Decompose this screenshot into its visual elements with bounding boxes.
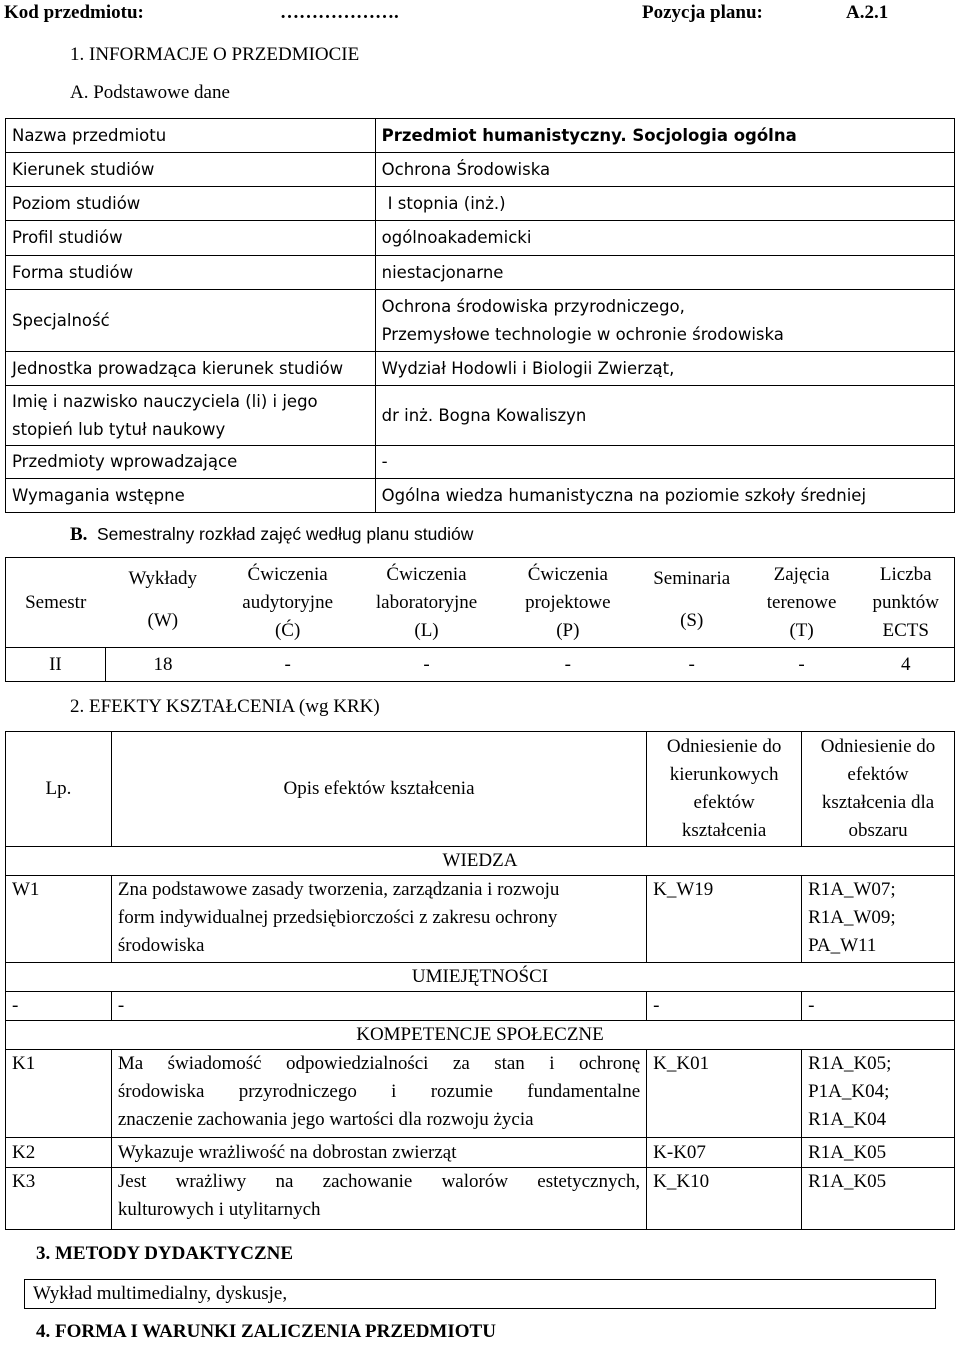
cell-w: 18 (105, 648, 220, 682)
header-lp: Lp. (6, 732, 112, 847)
row-value: Ochrona Środowiska (375, 153, 954, 187)
row-value: Ogólna wiedza humanistyczna na poziomie szkoły średniej (375, 479, 954, 513)
row-label: Przedmioty wprowadzające (6, 446, 376, 479)
row-label: Nazwa przedmiotu (6, 119, 376, 153)
row-value: I stopnia (inż.) (375, 187, 954, 221)
row-label: Wymagania wstępne (6, 479, 376, 513)
header-cw-laboratoryjne: Ćwiczenia laboratoryjne (L) (355, 558, 498, 648)
course-code-value: ………………. (280, 2, 399, 23)
header-opis: Opis efektów kształcenia (111, 732, 646, 847)
cell-c: - (220, 648, 355, 682)
cell-ects: 4 (858, 648, 955, 682)
wiedza-section-row (6, 847, 955, 876)
effect-obszar-ref: - (802, 992, 955, 1021)
wiedza-label: WIEDZA (6, 847, 955, 876)
effect-description: Ma świadomość odpowiedzialności za stan i ochronę środowiska przyrodniczego i rozumie fundamentalne znaczenie zachowania jego wartości dla rozwoju życia (111, 1050, 646, 1138)
row-value: niestacjonarne (375, 256, 954, 290)
row-label: Jednostka prowadząca kierunek studiów (6, 352, 376, 386)
semester-data-row (6, 648, 955, 682)
effect-obszar-ref: R1A_K05; P1A_K04; R1A_K04 (802, 1050, 955, 1138)
effect-kier-ref: - (647, 992, 802, 1021)
effect-lp: W1 (6, 876, 112, 963)
row-label: Specjalność (6, 290, 376, 352)
semester-header-row (6, 558, 955, 648)
table-row (6, 187, 955, 221)
effect-kier-ref: K_K01 (647, 1050, 802, 1138)
header-ects: Liczba punktów ECTS (858, 558, 955, 648)
effect-lp: K1 (6, 1050, 112, 1138)
effect-row-w1 (6, 876, 955, 963)
effects-table (5, 731, 955, 1230)
effect-obszar-ref: R1A_K05 (802, 1168, 955, 1230)
effect-description: Zna podstawowe zasady tworzenia, zarządzania i rozwoju form indywidualnej przedsiębiorczości z zakresu ochrony środowiska (111, 876, 646, 963)
effect-kier-ref: K_K10 (647, 1168, 802, 1230)
section-b-text: Semestralny rozkład zajęć według planu studiów (96, 524, 474, 544)
course-code-label: Kod przedmiotu: (4, 2, 144, 23)
effect-kier-ref: K-K07 (647, 1138, 802, 1168)
teaching-methods-box: Wykład multimedialny, dyskusje, (24, 1279, 936, 1309)
cell-l: - (355, 648, 498, 682)
table-row (6, 386, 955, 446)
effect-lp: K2 (6, 1138, 112, 1168)
row-value: - (375, 446, 954, 479)
effect-row-u (6, 992, 955, 1021)
plan-position-value: A.2.1 (846, 2, 889, 23)
table-row (6, 119, 955, 153)
table-row (6, 446, 955, 479)
row-label: Kierunek studiów (6, 153, 376, 187)
kompetencje-label: KOMPETENCJE SPOŁECZNE (6, 1021, 955, 1050)
effect-row-k2 (6, 1138, 955, 1168)
row-label: Profil studiów (6, 221, 376, 256)
cell-t: - (746, 648, 858, 682)
section-2-title: 2. EFEKTY KSZTAŁCENIA (wg KRK) (70, 696, 380, 717)
section-a-title: A. Podstawowe dane (70, 82, 230, 103)
effect-kier-ref: K_W19 (647, 876, 802, 963)
specialty-line-1: Ochrona środowiska przyrodniczego, (381, 296, 685, 316)
section-1-title: 1. INFORMACJE O PRZEDMIOCIE (70, 44, 360, 65)
row-label (6, 386, 376, 446)
row-value (375, 290, 954, 352)
header-kierunkowe: Odniesienie do kierunkowych efektów kształcenia (647, 732, 802, 847)
section-b-title: B. Semestralny rozkład zajęć według planu studiów (70, 524, 474, 545)
effect-description: Jest wrażliwy na zachowanie walorów estetycznych, kulturowych i utylitarnych (111, 1168, 646, 1230)
course-name-value: Przedmiot humanistyczny. Socjologia ogólna (375, 119, 954, 153)
table-row (6, 153, 955, 187)
row-value: Wydział Hodowli i Biologii Zwierząt, (375, 352, 954, 386)
effect-description: Wykazuje wrażliwość na dobrostan zwierząt (111, 1138, 646, 1168)
effect-row-k1 (6, 1050, 955, 1138)
section-3-title: 3. METODY DYDAKTYCZNE (36, 1243, 294, 1264)
teacher-label-line-2: stopień lub tytuł naukowy (12, 419, 226, 439)
table-row (6, 352, 955, 386)
kompetencje-section-row (6, 1021, 955, 1050)
header-cw-projektowe: Ćwiczenia projektowe (P) (498, 558, 638, 648)
plan-position-label: Pozycja planu: (642, 2, 763, 23)
header-obszar: Odniesienie do efektów kształcenia dla obszaru (802, 732, 955, 847)
effect-obszar-ref: R1A_W07; R1A_W09; PA_W11 (802, 876, 955, 963)
umiejetnosci-label: UMIEJĘTNOŚCI (6, 963, 955, 992)
row-label: Forma studiów (6, 256, 376, 290)
header-seminaria: Seminaria (S) (638, 558, 746, 648)
cell-s: - (638, 648, 746, 682)
section-4-title: 4. FORMA I WARUNKI ZALICZENIA PRZEDMIOTU (36, 1321, 496, 1342)
row-label: Poziom studiów (6, 187, 376, 221)
row-value: dr inż. Bogna Kowaliszyn (375, 386, 954, 446)
table-row (6, 221, 955, 256)
header-cw-audytoryjne: Ćwiczenia audytoryjne (Ć) (220, 558, 355, 648)
table-row (6, 256, 955, 290)
specialty-line-2: Przemysłowe technologie w ochronie środowiska (381, 324, 784, 344)
semester-table (5, 557, 955, 682)
cell-p: - (498, 648, 638, 682)
cell-semestr: II (6, 648, 106, 682)
basic-info-table (5, 118, 955, 513)
effect-obszar-ref: R1A_K05 (802, 1138, 955, 1168)
effect-lp: - (6, 992, 112, 1021)
umiejetnosci-section-row (6, 963, 955, 992)
table-row (6, 479, 955, 513)
effect-lp: K3 (6, 1168, 112, 1230)
effects-header-row (6, 732, 955, 847)
header-semestr: Semestr (6, 558, 106, 648)
header-zajecia-terenowe: Zajęcia terenowe (T) (746, 558, 858, 648)
teacher-label-line-1: Imię i nazwisko nauczyciela (li) i jego (12, 391, 318, 411)
table-row (6, 290, 955, 352)
header-wyklady: Wykłady (W) (105, 558, 220, 648)
effect-row-k3 (6, 1168, 955, 1230)
effect-description: - (111, 992, 646, 1021)
row-value: ogólnoakademicki (375, 221, 954, 256)
